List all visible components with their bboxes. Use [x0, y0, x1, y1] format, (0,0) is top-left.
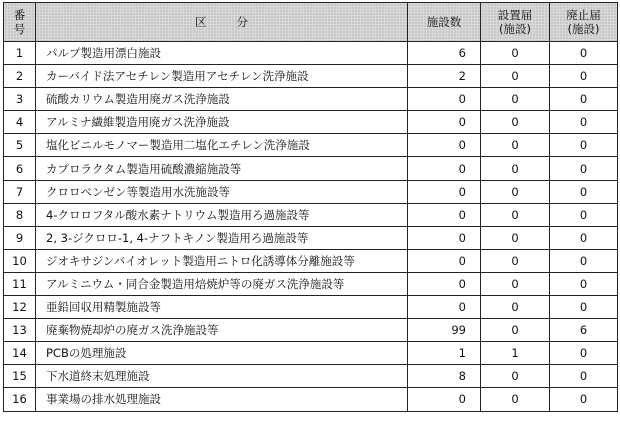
- row-abolish: 0: [550, 134, 618, 157]
- row-number: 10: [4, 249, 36, 272]
- row-setup: 0: [481, 249, 550, 272]
- table-row: [4, 88, 618, 111]
- row-abolish: 0: [550, 111, 618, 134]
- row-category: カプロラクタム製造用硫酸濃縮施設等: [36, 157, 408, 180]
- header-abolish-line1: 廃止届: [566, 8, 601, 22]
- row-category: 2, 3-ジクロロ-1, 4-ナフトキノン製造用ろ過施設等: [36, 226, 408, 249]
- row-category: 下水道終末処理施設: [36, 365, 408, 388]
- row-category: 4-クロロフタル酸水素ナトリウム製造用ろ過施設等: [36, 203, 408, 226]
- row-setup: 0: [481, 42, 550, 65]
- header-number-line1: 番: [13, 8, 26, 22]
- row-number: 16: [4, 388, 36, 411]
- row-setup: 0: [481, 272, 550, 295]
- row-number: 13: [4, 319, 36, 342]
- row-setup: 0: [481, 365, 550, 388]
- row-number: 3: [4, 88, 36, 111]
- row-facilities: 99: [408, 319, 481, 342]
- table-row: [4, 272, 618, 295]
- header-setup-line2: (施設): [499, 22, 531, 36]
- row-setup: 0: [481, 180, 550, 203]
- row-facilities: 0: [408, 180, 481, 203]
- header-number-line2: 号: [13, 22, 26, 36]
- header-abolish: [550, 3, 618, 42]
- header-facilities: 施設数: [408, 3, 481, 42]
- row-category: 事業場の排水処理施設: [36, 388, 408, 411]
- row-category: クロロベンゼン等製造用水洗施設等: [36, 180, 408, 203]
- row-facilities: 0: [408, 111, 481, 134]
- row-abolish: 0: [550, 65, 618, 88]
- table-row: [4, 42, 618, 65]
- row-category: アルミニウム・同合金製造用焙焼炉等の廃ガス洗浄施設等: [36, 272, 408, 295]
- row-abolish: 0: [550, 365, 618, 388]
- row-abolish: 6: [550, 319, 618, 342]
- row-category: 廃棄物焼却炉の廃ガス洗浄施設等: [36, 319, 408, 342]
- row-abolish: 0: [550, 272, 618, 295]
- header-number: [4, 3, 36, 42]
- row-abolish: 0: [550, 42, 618, 65]
- row-facilities: 0: [408, 203, 481, 226]
- table-row: [4, 296, 618, 319]
- row-abolish: 0: [550, 203, 618, 226]
- row-abolish: 0: [550, 342, 618, 365]
- row-category: 塩化ビニルモノマー製造用二塩化エチレン洗浄施設: [36, 134, 408, 157]
- row-facilities: 0: [408, 272, 481, 295]
- row-number: 9: [4, 226, 36, 249]
- row-number: 7: [4, 180, 36, 203]
- row-number: 4: [4, 111, 36, 134]
- row-abolish: 0: [550, 249, 618, 272]
- row-abolish: 0: [550, 180, 618, 203]
- row-facilities: 0: [408, 134, 481, 157]
- row-setup: 0: [481, 226, 550, 249]
- header-abolish-line2: (施設): [567, 22, 600, 36]
- facility-table: [3, 2, 618, 412]
- table-row: [4, 180, 618, 203]
- table-row: [4, 365, 618, 388]
- row-facilities: 0: [408, 226, 481, 249]
- row-facilities: 1: [408, 342, 481, 365]
- table-row: [4, 342, 618, 365]
- table-row: [4, 65, 618, 88]
- row-abolish: 0: [550, 226, 618, 249]
- row-facilities: 8: [408, 365, 481, 388]
- row-facilities: 6: [408, 42, 481, 65]
- row-number: 6: [4, 157, 36, 180]
- header-setup-line1: 設置届: [497, 8, 533, 22]
- row-number: 15: [4, 365, 36, 388]
- row-facilities: 0: [408, 249, 481, 272]
- row-abolish: 0: [550, 388, 618, 411]
- table-row: [4, 157, 618, 180]
- row-category: ジオキサジンバイオレット製造用ニトロ化誘導体分離施設等: [36, 249, 408, 272]
- row-category: パルプ製造用漂白施設: [36, 42, 408, 65]
- table-row: [4, 388, 618, 411]
- table-row: [4, 134, 618, 157]
- row-number: 14: [4, 342, 36, 365]
- row-number: 2: [4, 65, 36, 88]
- row-facilities: 0: [408, 88, 481, 111]
- table-row: [4, 203, 618, 226]
- row-setup: 0: [481, 296, 550, 319]
- row-setup: 0: [481, 157, 550, 180]
- row-number: 12: [4, 296, 36, 319]
- table-header-row: [4, 3, 618, 42]
- table-row: [4, 319, 618, 342]
- row-category: アルミナ繊維製造用廃ガス洗浄施設: [36, 111, 408, 134]
- row-number: 1: [4, 42, 36, 65]
- row-setup: 1: [481, 342, 550, 365]
- row-facilities: 2: [408, 65, 481, 88]
- row-setup: 0: [481, 111, 550, 134]
- row-facilities: 0: [408, 296, 481, 319]
- row-facilities: 0: [408, 157, 481, 180]
- table-row: [4, 111, 618, 134]
- row-abolish: 0: [550, 157, 618, 180]
- table-row: [4, 249, 618, 272]
- row-category: 亜鉛回収用精製施設等: [36, 296, 408, 319]
- row-number: 11: [4, 272, 36, 295]
- row-abolish: 0: [550, 296, 618, 319]
- row-setup: 0: [481, 319, 550, 342]
- row-number: 5: [4, 134, 36, 157]
- row-number: 8: [4, 203, 36, 226]
- row-category: 硫酸カリウム製造用廃ガス洗浄施設: [36, 88, 408, 111]
- row-setup: 0: [481, 134, 550, 157]
- row-setup: 0: [481, 88, 550, 111]
- row-category: カーバイド法アセチレン製造用アセチレン洗浄施設: [36, 65, 408, 88]
- row-abolish: 0: [550, 88, 618, 111]
- row-setup: 0: [481, 65, 550, 88]
- row-facilities: 0: [408, 388, 481, 411]
- header-category: 区分: [36, 3, 408, 42]
- row-category: PCBの処理施設: [36, 342, 408, 365]
- table-row: [4, 226, 618, 249]
- row-setup: 0: [481, 203, 550, 226]
- header-setup: [481, 3, 550, 42]
- row-setup: 0: [481, 388, 550, 411]
